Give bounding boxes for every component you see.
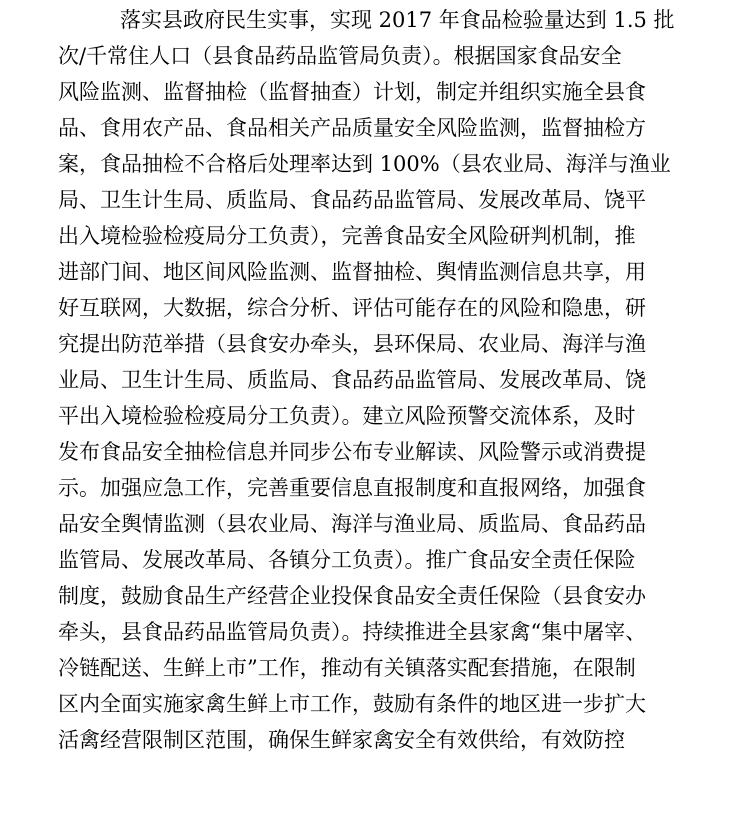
text-line xyxy=(0,578,739,614)
text-line xyxy=(0,686,739,722)
text-line xyxy=(0,290,739,326)
text-line-content: 品、食用农产品、食品相关产品质量安全风险监测，监督抽检方 xyxy=(58,116,646,140)
text-line-content: 次/千常住人口（县食品药品监管局负责）。根据国家食品安全 xyxy=(58,44,622,68)
text-line xyxy=(0,74,739,110)
text-line-content: 出入境检验检疫局分工负责），完善食品安全风险研判机制，推 xyxy=(58,224,636,248)
text-line-content: 活禽经营限制区范围，确保生鲜家禽安全有效供给，有效防控 xyxy=(58,728,625,752)
text-line-content: 进部门间、地区间风险监测、监督抽检、舆情监测信息共享，用 xyxy=(58,260,646,284)
text-line xyxy=(0,2,739,38)
text-line-content: 制度，鼓励食品生产经营企业投保食品安全责任保险（县食安办 xyxy=(58,584,646,608)
text-line-content: 平出入境检验检疫局分工负责）。建立风险预警交流体系，及时 xyxy=(58,404,636,428)
text-line-content: 示。加强应急工作，完善重要信息直报制度和直报网络，加强食 xyxy=(58,476,646,500)
text-line xyxy=(0,722,739,758)
text-line xyxy=(0,650,739,686)
text-line-content: 业局、卫生计生局、质监局、食品药品监管局、发展改革局、饶 xyxy=(58,368,646,392)
text-line-content: 好互联网，大数据，综合分析、评估可能存在的风险和隐患，研 xyxy=(58,296,646,320)
text-line xyxy=(0,434,739,470)
text-line-content: 案，食品抽检不合格后处理率达到 100%（县农业局、海洋与渔业 xyxy=(58,152,671,176)
text-line-content: 品安全舆情监测（县农业局、海洋与渔业局、质监局、食品药品 xyxy=(58,512,646,536)
text-line-content: 监管局、发展改革局、各镇分工负责）。推广食品安全责任保险 xyxy=(58,548,636,572)
text-line xyxy=(0,614,739,650)
text-line-content: 究提出防范举措（县食安办牵头，县环保局、农业局、海洋与渔 xyxy=(58,332,646,356)
text-line-content: 局、卫生计生局、质监局、食品药品监管局、发展改革局、饶平 xyxy=(58,188,646,212)
text-line xyxy=(0,38,739,74)
text-line xyxy=(0,110,739,146)
text-line xyxy=(0,362,739,398)
text-line-content: 发布食品安全抽检信息并同步公布专业解读、风险警示或消费提 xyxy=(58,440,646,464)
text-line xyxy=(0,542,739,578)
text-line xyxy=(0,218,739,254)
text-line xyxy=(0,326,739,362)
text-line-content: 风险监测、监督抽检（监督抽查）计划，制定并组织实施全县食 xyxy=(58,80,646,104)
text-line xyxy=(0,254,739,290)
text-line-content: 牵头，县食品药品监管局负责）。持续推进全县家禽“集中屠宰、 xyxy=(58,620,647,644)
text-line-content: 区内全面实施家禽生鲜上市工作，鼓励有条件的地区进一步扩大 xyxy=(58,692,646,716)
text-line xyxy=(0,470,739,506)
text-line xyxy=(0,506,739,542)
text-line-content: 冷链配送、生鲜上市”工作，推动有关镇落实配套措施，在限制 xyxy=(58,656,636,680)
text-line xyxy=(0,398,739,434)
text-line xyxy=(0,182,739,218)
text-line-content: 落实县政府民生实事，实现 2017 年食品检验量达到 1.5 批 xyxy=(120,8,675,32)
text-line xyxy=(0,146,739,182)
